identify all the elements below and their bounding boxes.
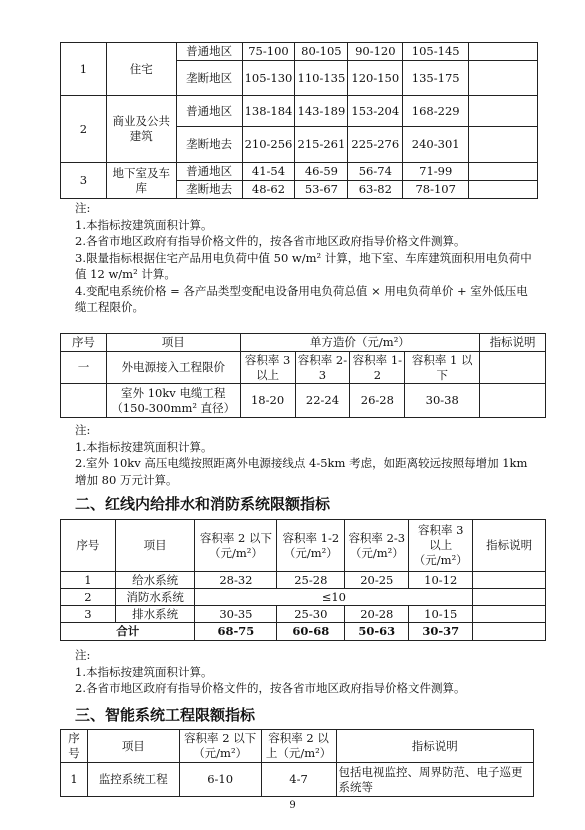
cell-value: 18-20	[240, 384, 295, 418]
cell-value: 105-130	[242, 61, 295, 96]
table-header-row	[61, 730, 534, 763]
cell-value: 4-7	[261, 763, 336, 797]
cell-total-label: 合计	[61, 623, 195, 641]
cell-value: 6-10	[179, 763, 261, 797]
cell-type: 住宅	[106, 43, 176, 96]
cell-value: 53-67	[295, 181, 348, 199]
header-item: 项目	[87, 730, 179, 763]
cell-value: 135-175	[403, 61, 469, 96]
notes-title: 注:	[75, 648, 91, 662]
cell-value: 20-25	[345, 572, 409, 589]
cell-total: 30-37	[409, 623, 473, 641]
cell-empty	[61, 384, 107, 418]
header-item: 项目	[106, 334, 240, 352]
cell-value: 90-120	[348, 43, 403, 61]
cell-no: 1	[61, 572, 116, 589]
notes-title: 注:	[75, 423, 91, 437]
note-item: 1.本指标按建筑面积计算。	[75, 439, 213, 454]
header-item: 项目	[115, 520, 195, 572]
cell-area: 垄断地区	[176, 61, 242, 96]
cell-type: 地下室及车库	[106, 163, 176, 199]
section-heading-3: 三、智能系统工程限额指标	[75, 706, 256, 724]
cell-value: 75-100	[242, 43, 295, 61]
cell-value: 215-261	[295, 127, 348, 163]
cell-value: 25-30	[277, 606, 345, 623]
cell-subheader: 容积率 2-3	[295, 352, 350, 384]
cell-area: 普通地区	[176, 96, 242, 127]
cell-area: 垄断地去	[176, 127, 242, 163]
cell-value: 78-107	[403, 181, 469, 199]
page-number: 9	[289, 800, 296, 811]
header-col: 容积率 2 以上（元/m²）	[261, 730, 336, 763]
cell-value: 20-28	[345, 606, 409, 623]
cell-empty	[480, 352, 546, 384]
cell-value: 28-32	[195, 572, 277, 589]
table-header-row	[61, 520, 546, 572]
header-col: 容积率 3 以上（元/m²）	[409, 520, 473, 572]
cell-empty	[473, 589, 546, 606]
table-row	[61, 43, 538, 61]
cell-value: 143-189	[295, 96, 348, 127]
cell-value: 71-99	[403, 163, 469, 181]
cell-value: 30-35	[195, 606, 277, 623]
table-header-row	[61, 334, 546, 352]
cell-value: 153-204	[348, 96, 403, 127]
cell-item: 排水系统	[115, 606, 195, 623]
notes-title: 注:	[75, 201, 91, 215]
cell-empty	[469, 61, 538, 96]
table-row	[61, 384, 546, 418]
cell-no: 1	[61, 43, 107, 96]
cell-subheader: 容积率 3 以上	[240, 352, 295, 384]
cell-value: 10-12	[409, 572, 473, 589]
cell-total: 50-63	[345, 623, 409, 641]
header-col: 容积率 1-2（元/m²）	[277, 520, 345, 572]
notes-1	[75, 200, 535, 316]
header-no: 序号	[61, 520, 116, 572]
notes-2	[75, 422, 535, 488]
cell-no: 2	[61, 96, 107, 163]
table-row	[61, 572, 546, 589]
cell-value: 225-276	[348, 127, 403, 163]
header-note: 指标说明	[336, 730, 533, 763]
cell-empty	[469, 127, 538, 163]
header-note: 指标说明	[480, 334, 546, 352]
table-cost-indicators	[60, 42, 538, 199]
cell-value: 210-256	[242, 127, 295, 163]
cell-area: 垄断地去	[176, 181, 242, 199]
cell-empty	[473, 606, 546, 623]
cell-subheader: 容积率 1-2	[350, 352, 405, 384]
note-item: 2.各省市地区政府有指导价格文件的，按各省市地区政府指导价格文件测算。	[75, 681, 466, 695]
note-item: 2.室外 10kv 高压电缆按照距离外电源接线点 4-5km 考虑，如距离较远按照每增加 1km 增加 80 万元计算。	[75, 456, 528, 487]
table-row	[61, 763, 534, 797]
cell-no: 2	[61, 589, 116, 606]
cell-item: 外电源接入工程限价	[106, 352, 240, 384]
cell-subheader: 容积率 1 以下	[405, 352, 480, 384]
cell-value: 63-82	[348, 181, 403, 199]
cell-empty	[469, 96, 538, 127]
section-heading-2: 二、红线内给排水和消防系统限额指标	[75, 495, 331, 513]
cell-value: 56-74	[348, 163, 403, 181]
cell-merged-value: ≤10	[195, 589, 473, 606]
cell-value: 22-24	[295, 384, 350, 418]
cell-value: 30-38	[405, 384, 480, 418]
table-total-row	[61, 623, 546, 641]
notes-3	[75, 647, 535, 697]
cell-empty	[469, 181, 538, 199]
cell-value: 168-229	[403, 96, 469, 127]
header-no: 序号	[61, 334, 107, 352]
note-item: 1.本指标按建筑面积计算。	[75, 217, 213, 232]
cell-value: 138-184	[242, 96, 295, 127]
table-water-fire	[60, 519, 546, 641]
cell-value: 48-62	[242, 181, 295, 199]
header-note: 指标说明	[473, 520, 546, 572]
cell-empty	[480, 384, 546, 418]
cell-area: 普通地区	[176, 163, 242, 181]
table-row	[61, 96, 538, 127]
cell-note: 包括电视监控、周界防范、电子巡更系统等	[336, 763, 533, 797]
note-item: 2.各省市地区政府有指导价格文件的，按各省市地区政府指导价格文件测算。	[75, 234, 466, 248]
cell-no: 3	[61, 606, 116, 623]
cell-item: 给水系统	[115, 572, 195, 589]
cell-empty	[473, 572, 546, 589]
note-item: 1.本指标按建筑面积计算。	[75, 664, 213, 679]
table-row	[61, 163, 538, 181]
cell-value: 26-28	[350, 384, 405, 418]
cell-item: 消防水系统	[115, 589, 195, 606]
note-item: 4.变配电系统价格 = 各产品类型变配电设备用电负荷总值 × 用电负荷单价 + 室外低压电缆工程限价。	[75, 283, 528, 314]
cell-value: 240-301	[403, 127, 469, 163]
header-col: 容积率 2 以下（元/m²）	[179, 730, 261, 763]
cell-value: 10-15	[409, 606, 473, 623]
header-col: 容积率 2 以下（元/m²）	[195, 520, 277, 572]
cell-value: 120-150	[348, 61, 403, 96]
cell-no: 一	[61, 352, 107, 384]
header-col: 容积率 2-3（元/m²）	[345, 520, 409, 572]
cell-total: 68-75	[195, 623, 277, 641]
cell-empty	[469, 163, 538, 181]
cell-no: 3	[61, 163, 107, 199]
cell-item: 室外 10kv 电缆工程（150-300mm² 直径）	[106, 384, 240, 418]
header-cost: 单方造价（元/m²）	[240, 334, 480, 352]
cell-value: 80-105	[295, 43, 348, 61]
cell-empty	[473, 623, 546, 641]
cell-type: 商业及公共建筑	[106, 96, 176, 163]
cell-area: 普通地区	[176, 43, 242, 61]
cell-total: 60-68	[277, 623, 345, 641]
cell-value: 110-135	[295, 61, 348, 96]
note-item: 3.限量指标根据住宅产品用电负荷中值 50 w/m² 计算，地下室、车库建筑面积用电负荷中值 12 w/m² 计算。	[75, 250, 532, 281]
cell-value: 46-59	[295, 163, 348, 181]
cell-no: 1	[61, 763, 88, 797]
header-no: 序号	[61, 730, 88, 763]
cell-item: 监控系统工程	[87, 763, 179, 797]
cell-empty	[469, 43, 538, 61]
cell-value: 25-28	[277, 572, 345, 589]
table-power-supply	[60, 333, 546, 418]
table-intelligent-system	[60, 729, 534, 797]
table-row	[61, 589, 546, 606]
table-row	[61, 352, 546, 384]
table-row	[61, 606, 546, 623]
cell-value: 105-145	[403, 43, 469, 61]
cell-value: 41-54	[242, 163, 295, 181]
